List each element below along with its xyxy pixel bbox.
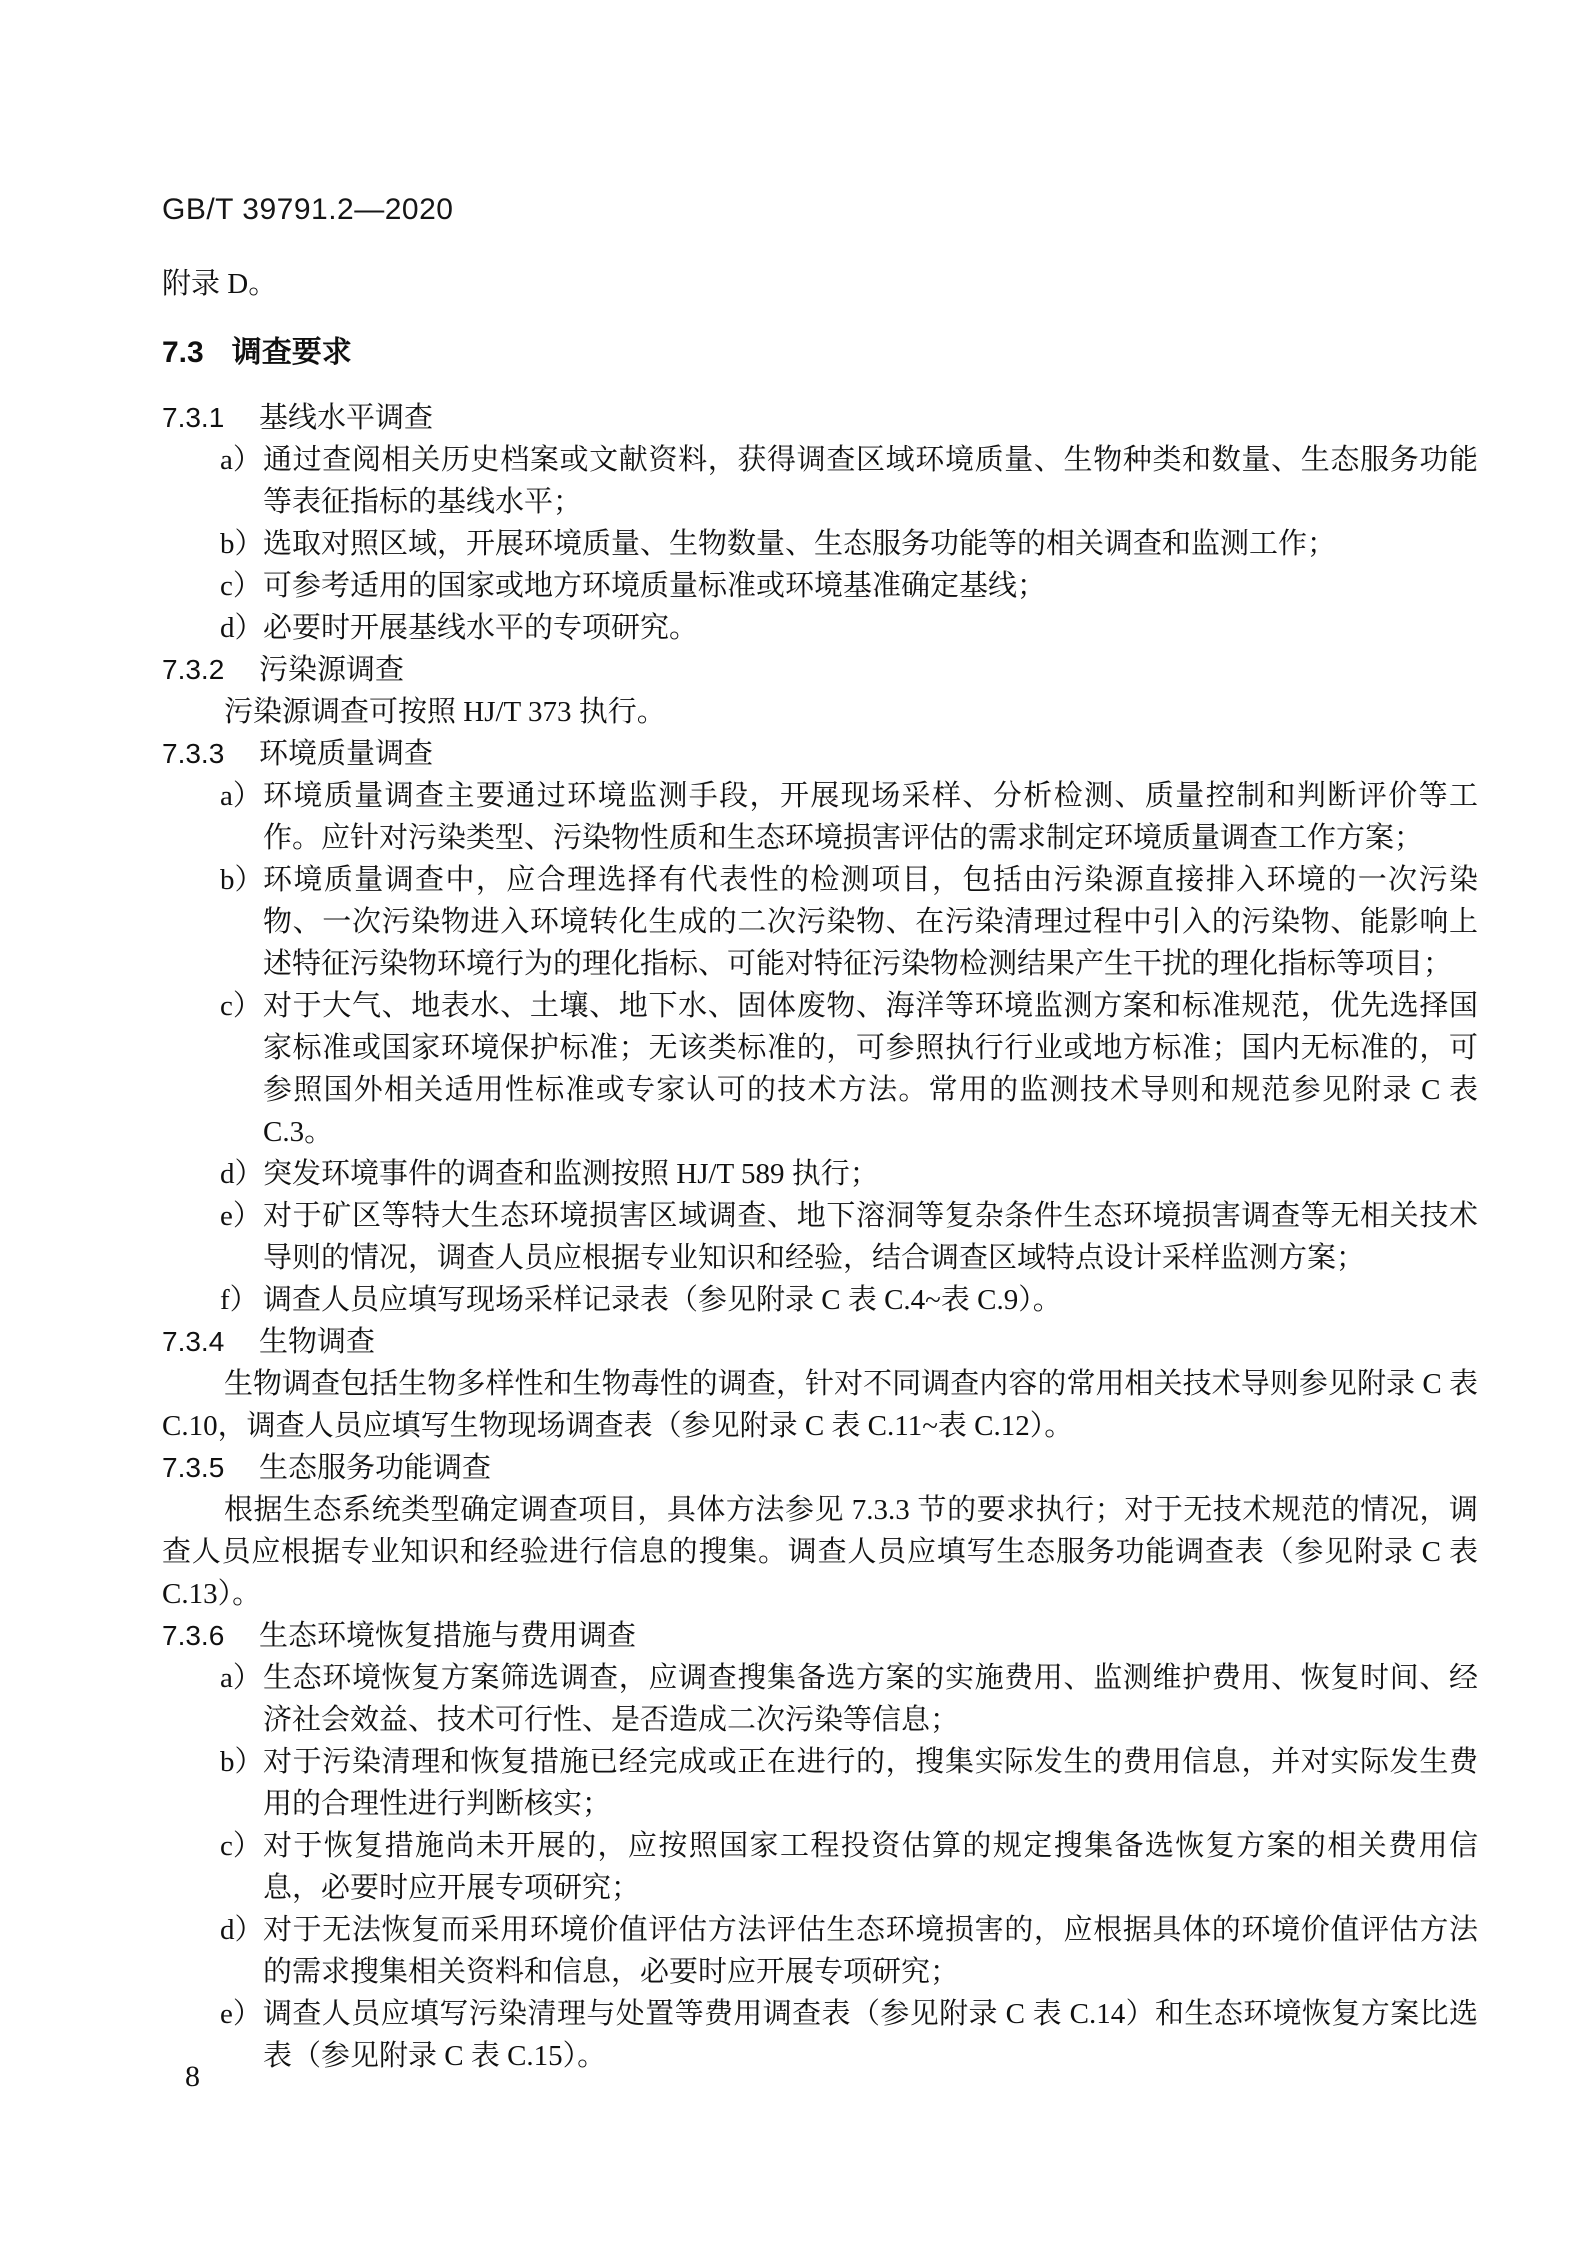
body-paragraph: 根据生态系统类型确定调查项目，具体方法参见 7.3.3 节的要求执行；对于无技术规范的情况，调查人员应根据专业知识和经验进行信息的搜集。调查人员应填写生态服务功能调查表（参见附录 C 表 C.13）。 [162,1494,1478,1610]
list-item-text: 对于污染清理和恢复措施已经完成或正在进行的，搜集实际发生的费用信息，并对实际发生费用的合理性进行判断核实； [263,1746,1478,1820]
section-number: 7.3 [162,336,204,369]
list-item-label: c） [220,1830,262,1862]
list-item [162,1825,1478,1909]
list-item [162,1909,1478,1993]
subsection-heading-7-3-2 [162,649,1478,691]
subsection-number: 7.3.2 [162,654,225,685]
list-item-label: a） [220,1662,262,1694]
list-item-label: d） [220,1914,264,1946]
list-item-text: 对于无法恢复而采用环境价值评估方法评估生态环境损害的，应根据具体的环境价值评估方法的需求搜集相关资料和信息，必要时应开展专项研究； [263,1914,1478,1988]
subsection-heading-7-3-4 [162,1321,1478,1363]
list-item [162,1993,1478,2077]
subsection-title: 生态环境恢复措施与费用调查 [259,1620,637,1652]
subsection-number: 7.3.4 [162,1326,225,1357]
list-item-label: a） [220,444,262,476]
subsection-heading-7-3-6 [162,1615,1478,1657]
subsection-heading-7-3-5 [162,1447,1478,1489]
list-item-text: 调查人员应填写污染清理与处置等费用调查表（参见附录 C 表 C.14）和生态环境恢复方案比选表（参见附录 C 表 C.15）。 [263,1998,1478,2072]
section-heading-7-3 [162,331,1478,375]
list-item-label: c） [220,990,262,1022]
list-item-text: 突发环境事件的调查和监测按照 HJ/T 589 执行； [263,1158,879,1190]
list-item [162,775,1478,859]
list-item [162,1279,1478,1321]
subsection-title: 污染源调查 [259,654,405,686]
list-item [162,985,1478,1153]
list-item-text: 生态环境恢复方案筛选调查，应调查搜集备选方案的实施费用、监测维护费用、恢复时间、经济社会效益、技术可行性、是否造成二次污染等信息； [263,1662,1478,1736]
list-item-text: 对于恢复措施尚未开展的，应按照国家工程投资估算的规定搜集备选恢复方案的相关费用信息，必要时应开展专项研究； [263,1830,1478,1904]
subsection-title: 基线水平调查 [259,402,434,434]
list-item-text: 选取对照区域，开展环境质量、生物数量、生态服务功能等的相关调查和监测工作； [263,528,1337,560]
list-item [162,1195,1478,1279]
list-item [162,439,1478,523]
list-item-text: 环境质量调查主要通过环境监测手段，开展现场采样、分析检测、质量控制和判断评价等工作。应针对污染类型、污染物性质和生态环境损害评估的需求制定环境质量调查工作方案； [263,780,1478,854]
subsection-heading-7-3-1 [162,397,1478,439]
list-item [162,607,1478,649]
subsection-number: 7.3.3 [162,738,225,769]
list-item [162,1153,1478,1195]
page-number: 8 [185,2060,200,2093]
subsection-title: 生态服务功能调查 [259,1452,492,1484]
doc-number: GB/T 39791.2—2020 [162,193,454,226]
list-item-text: 对于矿区等特大生态环境损害区域调查、地下溶洞等复杂条件生态环境损害调查等无相关技术导则的情况，调查人员应根据专业知识和经验，结合调查区域特点设计采样监测方案； [263,1200,1478,1274]
subsection-title: 生物调查 [259,1326,376,1358]
list-item-label: b） [220,1746,264,1778]
subsection-title: 环境质量调查 [259,738,434,770]
list-item-text: 环境质量调查中，应合理选择有代表性的检测项目，包括由污染源直接排入环境的一次污染物、一次污染物进入环境转化生成的二次污染物、在污染清理过程中引入的污染物、能影响上述特征污染物环境行为的理化指标、可能对特征污染物检测结果产生干扰的理化指标等项目； [263,864,1478,980]
list-item-label: d） [220,1158,264,1190]
list-item-label: e） [220,1200,262,1232]
subsection-number: 7.3.6 [162,1620,225,1651]
list-item [162,565,1478,607]
list-item-text: 对于大气、地表水、土壤、地下水、固体废物、海洋等环境监测方案和标准规范，优先选择国家标准或国家环境保护标准；无该类标准的，可参照执行行业或地方标准；国内无标准的，可参照国外相关适用性标准或专家认可的技术方法。常用的监测技术导则和规范参见附录 C 表 C.3。 [263,990,1478,1148]
list-item-label: f） [220,1284,259,1316]
list-item-text: 必要时开展基线水平的专项研究。 [263,612,699,644]
section-title: 调查要求 [231,336,352,369]
carryover-paragraph: 附录 D。 [162,268,278,300]
list-item-label: d） [220,612,264,644]
list-item [162,859,1478,985]
list-item-label: a） [220,780,262,812]
list-item [162,523,1478,565]
subsection-number: 7.3.5 [162,1452,225,1483]
page-content [162,193,1478,2077]
list-item-label: b） [220,528,264,560]
list-item [162,1741,1478,1825]
body-paragraph: 生物调查包括生物多样性和生物毒性的调查，针对不同调查内容的常用相关技术导则参见附录 C 表 C.10，调查人员应填写生物现场调查表（参见附录 C 表 C.11~表 C.12）。 [162,1368,1478,1442]
list-item [162,1657,1478,1741]
list-item-text: 可参考适用的国家或地方环境质量标准或环境基准确定基线； [263,570,1047,602]
subsection-number: 7.3.1 [162,402,225,433]
list-item-text: 调查人员应填写现场采样记录表（参见附录 C 表 C.4~表 C.9）。 [263,1284,1062,1316]
list-item-text: 通过查阅相关历史档案或文献资料，获得调查区域环境质量、生物种类和数量、生态服务功能等表征指标的基线水平； [263,444,1478,518]
body-paragraph: 污染源调查可按照 HJ/T 373 执行。 [224,696,666,728]
list-item-label: b） [220,864,264,896]
list-item-label: c） [220,570,262,602]
subsection-heading-7-3-3 [162,733,1478,775]
list-item-label: e） [220,1998,262,2030]
